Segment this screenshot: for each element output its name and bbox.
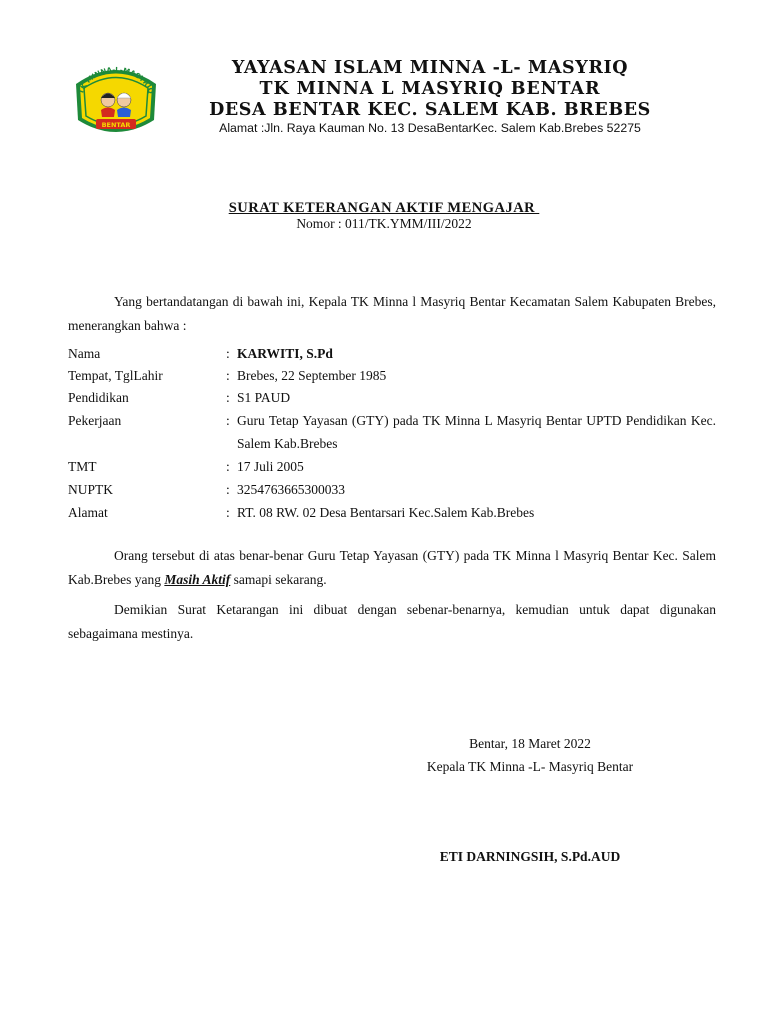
letterhead <box>180 58 680 135</box>
school-logo <box>70 62 162 136</box>
letterhead-address: Alamat :Jln. Raya Kauman No. 13 DesaBentarKec. Salem Kab.Brebes 52275 <box>219 121 641 135</box>
field-value: Brebes, 22 September 1985 <box>237 368 387 383</box>
field-label: Alamat <box>68 505 108 520</box>
field-colon: : <box>226 413 230 428</box>
signature-name: ETI DARNINGSIH, S.Pd.AUD <box>439 849 621 864</box>
active-status-emphasis: Masih Aktif <box>164 572 231 587</box>
field-value: S1 PAUD <box>237 390 291 405</box>
signature-position: Kepala TK Minna -L- Masyriq Bentar <box>426 759 634 774</box>
field-value: 17 Juli 2005 <box>237 459 304 474</box>
field-label: NUPTK <box>68 482 114 497</box>
field-colon: : <box>226 390 230 405</box>
field-colon: : <box>226 482 230 497</box>
letterhead-school-name: TK MINNA L MASYRIQ BENTAR <box>259 79 601 99</box>
statement-paragraph <box>68 544 716 592</box>
field-colon: : <box>226 505 230 520</box>
field-value: Guru Tetap Yayasan (GTY) pada TK Minna L Masyriq Bentar UPTD Pendidikan Kec. Salem Kab.Brebes <box>237 413 716 451</box>
closing-paragraph: Demikian Surat Ketarangan ini dibuat dengan sebenar-benarnya, kemudian untuk dapat digunakan sebagaimana mestinya. <box>68 602 716 641</box>
statement-text: Orang tersebut di atas benar-benar Guru Tetap Yayasan (GTY) pada TK Minna l Masyriq Bentar Kec. Salem Kab.Brebes yang <box>68 548 716 587</box>
field-colon: : <box>226 459 230 474</box>
logo-school-name: TK MINNA-L-MASYRIQ <box>76 65 156 96</box>
field-value: 3254763665300033 <box>237 482 345 497</box>
field-label: Pekerjaan <box>68 413 122 428</box>
statement-text-end: samapi sekarang. <box>230 572 327 587</box>
field-label: Tempat, TglLahir <box>68 368 163 383</box>
logo-ribbon-text: BENTAR <box>101 121 131 129</box>
field-value: RT. 08 RW. 02 Desa Bentarsari Kec.Salem Kab.Brebes <box>237 505 535 520</box>
letterhead-location: DESA BENTAR KEC. SALEM KAB. BREBES <box>209 100 651 120</box>
document-title: SURAT KETERANGAN AKTIF MENGAJAR <box>228 200 540 216</box>
field-label: Pendidikan <box>68 390 129 405</box>
field-colon: : <box>226 368 230 383</box>
signature-place-date: Bentar, 18 Maret 2022 <box>469 736 591 751</box>
document-number: Nomor : 011/TK.YMM/III/2022 <box>296 216 472 231</box>
field-value: KARWITI, S.Pd <box>237 346 333 361</box>
intro-paragraph: Yang bertandatangan di bawah ini, Kepala TK Minna l Masyriq Bentar Kecamatan Salem Kabupaten Brebes, menerangkan bahwa : <box>68 294 716 333</box>
letterhead-foundation-name: YAYASAN ISLAM MINNA -L- MASYRIQ <box>231 58 629 78</box>
field-label: TMT <box>68 459 97 474</box>
field-colon: : <box>226 346 230 361</box>
field-label: Nama <box>68 346 101 361</box>
